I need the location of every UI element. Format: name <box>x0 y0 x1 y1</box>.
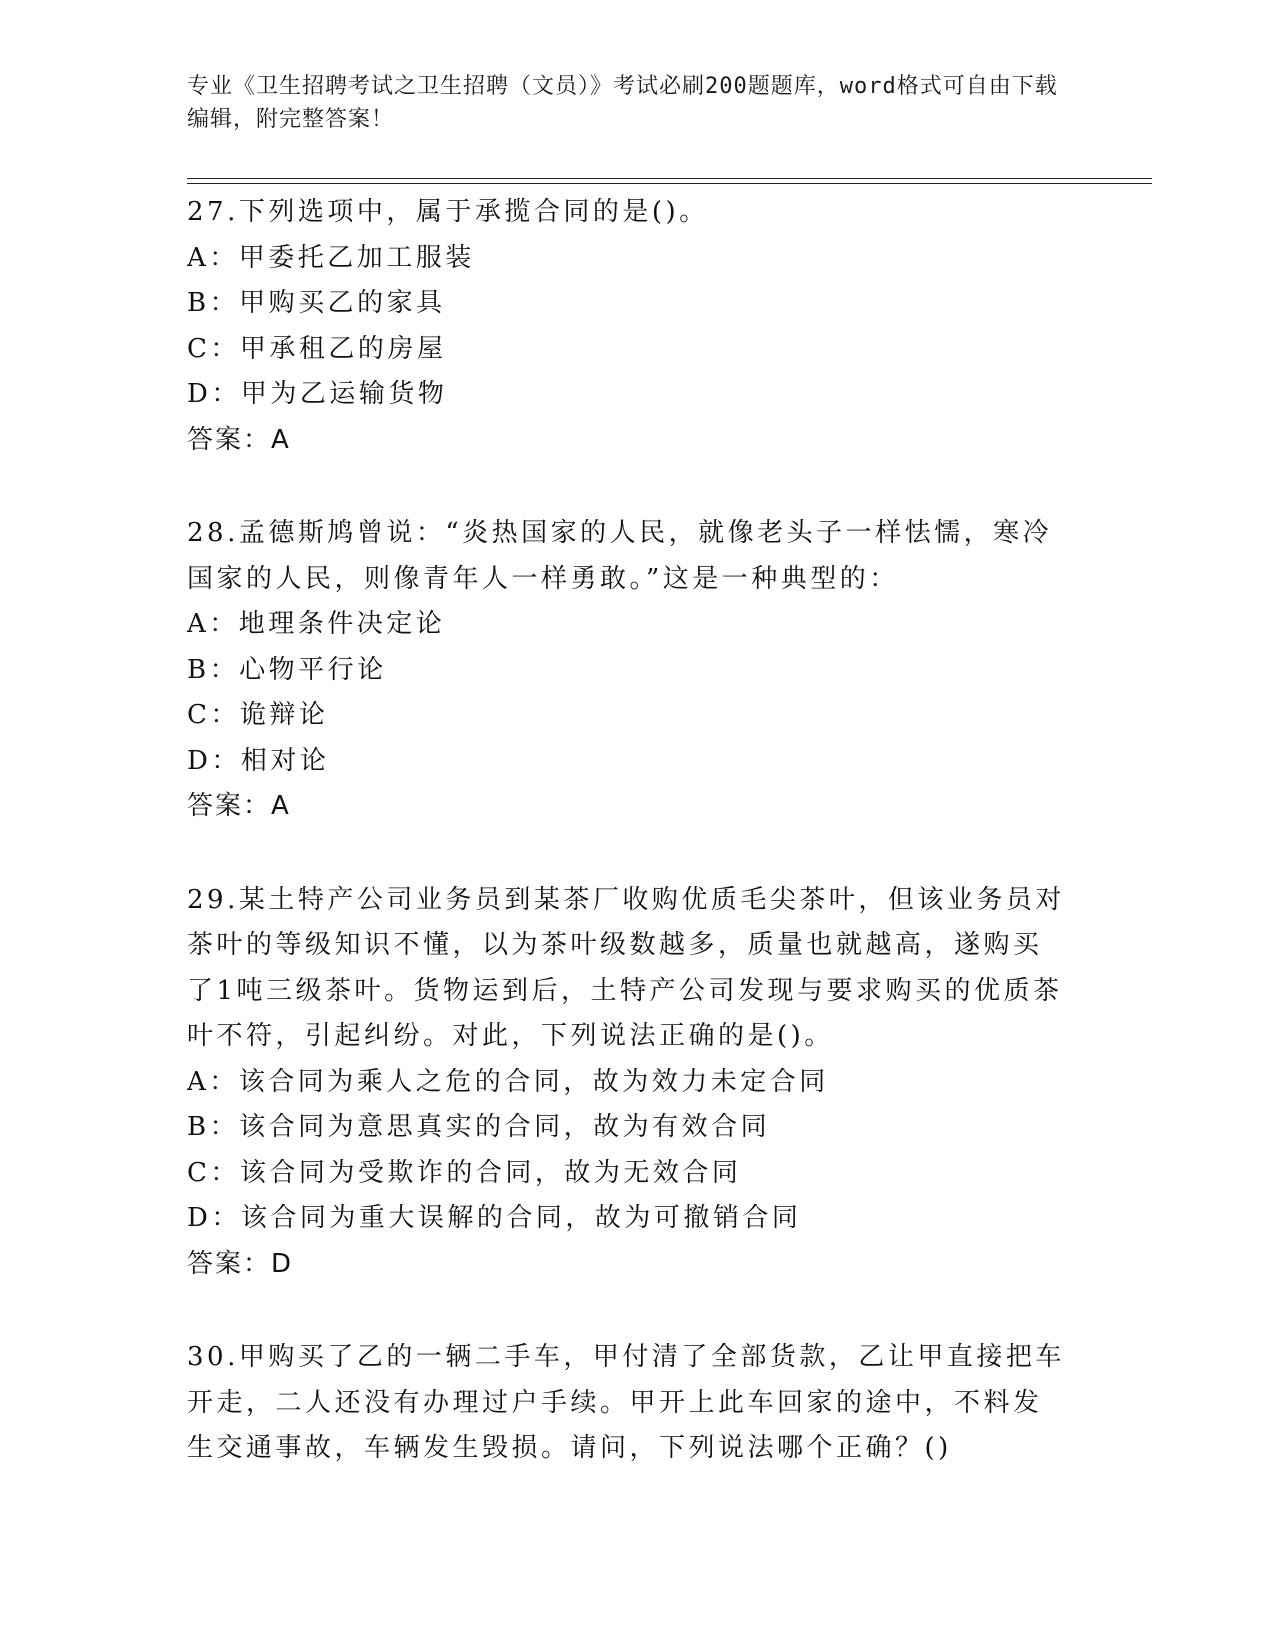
option-a: A：该合同为乘人之危的合同，故为效力未定合同 <box>187 1066 829 1097</box>
answer-line: 答案：A <box>187 424 291 455</box>
answer-line: 答案：A <box>187 791 291 821</box>
document-header: 专业《卫生招聘考试之卫生招聘（文员）》考试必刷200题题库，word格式可自由下载编辑，附完整答案！ <box>187 74 1058 132</box>
question-stem: 28.孟德斯鸠曾说：“炎热国家的人民，就像老头子一样怯懦，寒冷国家的人民，则像青年人一样勇敢。”这是一种典型的： <box>187 518 1053 594</box>
question-stem: 27.下列选项中，属于承揽合同的是()。 <box>187 197 709 227</box>
option-b: B：心物平行论 <box>187 654 387 685</box>
option-d: D：该合同为重大误解的合同，故为可撤销合同 <box>187 1203 802 1233</box>
question-stem: 30.甲购买了乙的一辆二手车，甲付清了全部货款，乙让甲直接把车开走，二人还没有办理过户手续。甲开上此车回家的途中，不料发生交通事故，车辆发生毁损。请问，下列说法哪个正确？() <box>187 1342 1065 1463</box>
option-c: C：诡辩论 <box>187 700 329 730</box>
answer-line: 答案：D <box>187 1248 294 1279</box>
question-29 <box>187 878 1067 1288</box>
option-b: B：该合同为意思真实的合同，故为有效合同 <box>187 1112 771 1142</box>
question-list <box>187 190 1067 1520</box>
question-27 <box>187 190 1067 463</box>
option-c: C：甲承租乙的房屋 <box>187 333 447 364</box>
question-30 <box>187 1335 1067 1472</box>
question-28 <box>187 511 1067 830</box>
question-stem: 29.某土特产公司业务员到某茶厂收购优质毛尖茶叶，但该业务员对茶叶的等级知识不懂，以为茶叶级数越多，质量也就越高，遂购买了1吨三级茶叶。货物运到后，土特产公司发现与要求购买的优质茶叶不符，引起纠纷。对此，下列说法正确的是()。 <box>187 884 1065 1051</box>
option-a: A：地理条件决定论 <box>187 609 446 639</box>
option-b: B：甲购买乙的家具 <box>187 288 446 318</box>
option-a: A：甲委托乙加工服装 <box>187 242 475 273</box>
option-d: D：相对论 <box>187 745 330 776</box>
option-c: C：该合同为受欺诈的合同，故为无效合同 <box>187 1157 742 1188</box>
option-d: D：甲为乙运输货物 <box>187 379 448 409</box>
header-divider-bottom <box>187 183 1152 184</box>
header-divider-top <box>187 178 1152 179</box>
